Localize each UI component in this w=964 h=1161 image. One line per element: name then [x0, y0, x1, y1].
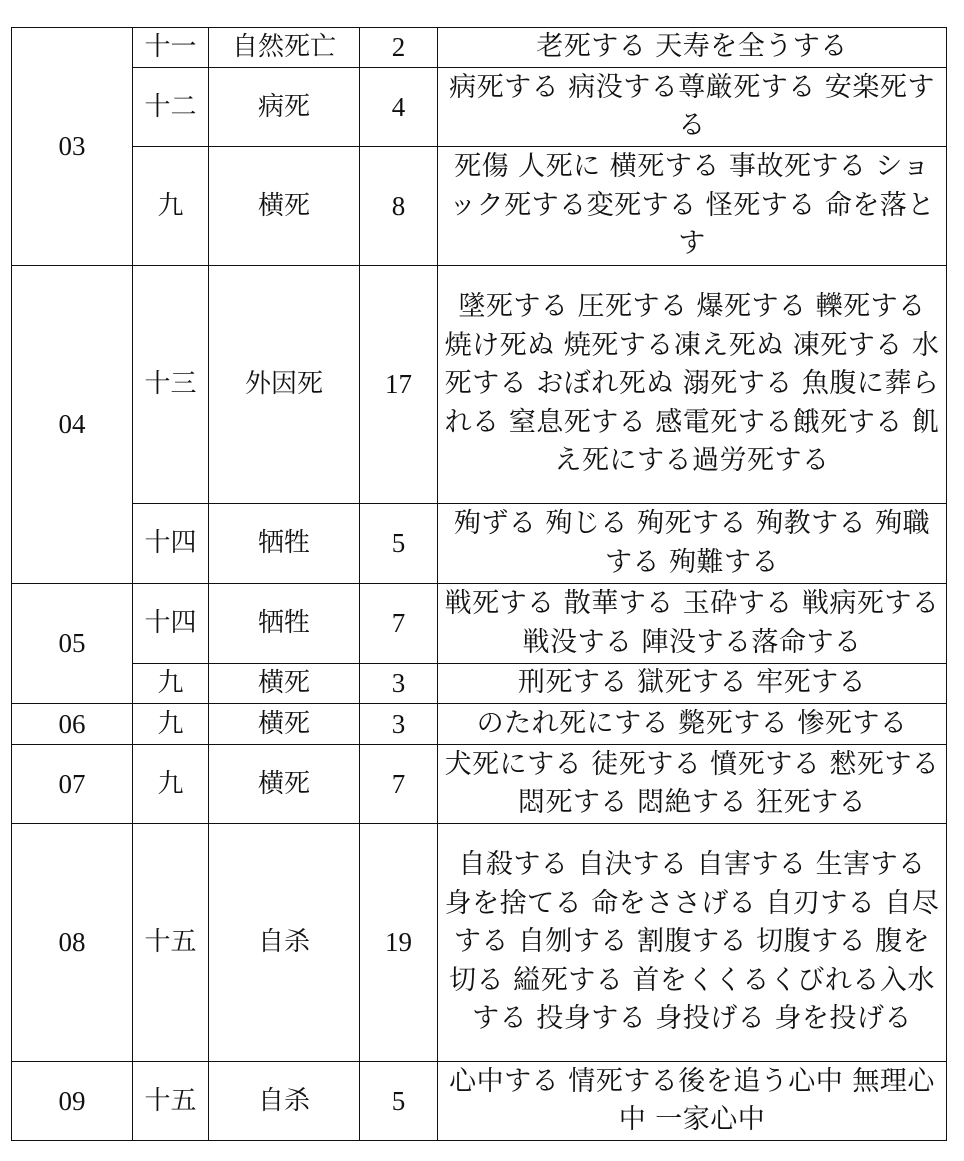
category-code: 十三 — [133, 266, 209, 504]
word-count: 4 — [360, 68, 438, 147]
word-list: 墜死する 圧死する 爆死する 轢死する 焼け死ぬ 焼死する凍え死ぬ 凍死する 水死する おぼれ死ぬ 溺死する 魚腹に葬られる 窒息死する 感電死する餓死する 飢え死にする過労死する — [438, 266, 947, 504]
word-count: 3 — [360, 664, 438, 704]
category-code: 九 — [133, 664, 209, 704]
word-count: 8 — [360, 147, 438, 266]
table-row — [12, 266, 947, 504]
word-list: のたれ死にする 斃死する 惨死する — [438, 704, 947, 745]
table-row — [12, 68, 947, 147]
category-code: 十一 — [133, 28, 209, 68]
category-code: 十四 — [133, 504, 209, 584]
category-code: 十五 — [133, 824, 209, 1062]
group-number: 09 — [12, 1062, 133, 1141]
group-number: 06 — [12, 704, 133, 745]
category-name: 横死 — [209, 664, 360, 704]
word-count: 5 — [360, 1062, 438, 1141]
table-row — [12, 664, 947, 704]
table-row — [12, 824, 947, 1062]
word-list: 戦死する 散華する 玉砕する 戦病死する 戦没する 陣没する落命する — [438, 584, 947, 664]
death-vocabulary-table — [11, 27, 947, 1141]
table-row — [12, 147, 947, 266]
word-count: 19 — [360, 824, 438, 1062]
word-count: 7 — [360, 745, 438, 824]
table-row — [12, 504, 947, 584]
category-name: 病死 — [209, 68, 360, 147]
category-name: 横死 — [209, 147, 360, 266]
word-count: 7 — [360, 584, 438, 664]
group-number: 08 — [12, 824, 133, 1062]
category-name: 自杀 — [209, 824, 360, 1062]
table-row — [12, 28, 947, 68]
category-name: 牺牲 — [209, 504, 360, 584]
word-count: 5 — [360, 504, 438, 584]
category-code: 九 — [133, 147, 209, 266]
word-list: 殉ずる 殉じる 殉死する 殉教する 殉職する 殉難する — [438, 504, 947, 584]
word-list: 病死する 病没する尊厳死する 安楽死する — [438, 68, 947, 147]
table-row — [12, 584, 947, 664]
group-number: 07 — [12, 745, 133, 824]
category-name: 自然死亡 — [209, 28, 360, 68]
word-count: 3 — [360, 704, 438, 745]
category-code: 十五 — [133, 1062, 209, 1141]
category-name: 牺牲 — [209, 584, 360, 664]
word-list: 犬死にする 徒死する 憤死する 憖死する 悶死する 悶絶する 狂死する — [438, 745, 947, 824]
word-list: 心中する 情死する後を追う心中 無理心中 一家心中 — [438, 1062, 947, 1141]
group-number: 04 — [12, 266, 133, 584]
table-row — [12, 745, 947, 824]
category-name: 横死 — [209, 745, 360, 824]
word-list: 刑死する 獄死する 牢死する — [438, 664, 947, 704]
category-code: 九 — [133, 704, 209, 745]
category-code: 九 — [133, 745, 209, 824]
category-code: 十二 — [133, 68, 209, 147]
group-number: 05 — [12, 584, 133, 704]
word-count: 2 — [360, 28, 438, 68]
word-list: 自殺する 自決する 自害する 生害する 身を捨てる 命をささげる 自刃する 自尽する 自刎する 割腹する 切腹する 腹を切る 縊死する 首をくくるくびれる入水する 投身する 身投げる 身を投げる — [438, 824, 947, 1062]
word-count: 17 — [360, 266, 438, 504]
group-number: 03 — [12, 28, 133, 266]
table-row — [12, 704, 947, 745]
category-code: 十四 — [133, 584, 209, 664]
category-name: 外因死 — [209, 266, 360, 504]
category-name: 自杀 — [209, 1062, 360, 1141]
table-row — [12, 1062, 947, 1141]
category-name: 横死 — [209, 704, 360, 745]
word-list: 死傷 人死に 横死する 事故死する ショック死する変死する 怪死する 命を落とす — [438, 147, 947, 266]
word-list: 老死する 天寿を全うする — [438, 28, 947, 68]
